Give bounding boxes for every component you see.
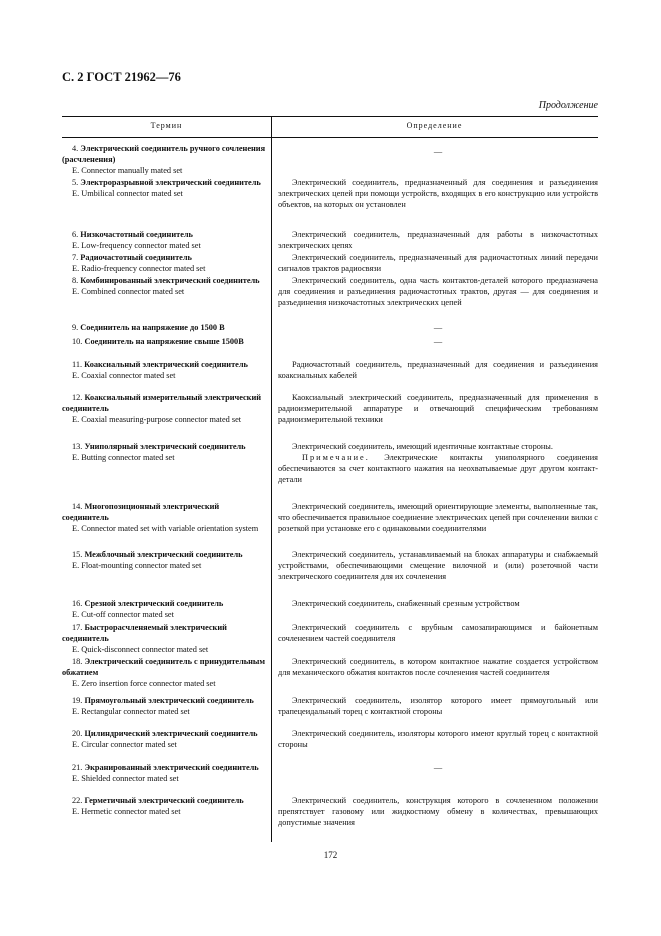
note-label: Примечание. (302, 453, 385, 462)
definition-cell (278, 656, 598, 678)
term-name (62, 598, 267, 609)
term-english: E. Rectangular connector mated set (72, 707, 190, 716)
term-title: Срезной электрический соединитель (84, 599, 224, 608)
term-title: Многопозиционный электрический соединитель (62, 502, 220, 522)
definition-cell (278, 146, 598, 157)
term-number: 19. (72, 696, 85, 705)
term-name (62, 656, 267, 678)
term-name (62, 795, 267, 806)
term-title: Быстрорасчленяемый электрический соединитель (62, 623, 227, 643)
term-title: Прямоугольный электрический соединитель (84, 696, 254, 705)
term-english: E. Low-frequency connector mated set (72, 241, 201, 250)
term-name (62, 728, 267, 739)
term-title: Электрический соединитель ручного сочленения (расчленения) (62, 144, 266, 164)
term-title: Низкочастотный соединитель (80, 230, 193, 239)
term-english: E. Cut-off connector mated set (72, 610, 174, 619)
definition-text: Электрический соединитель, изоляторы которого имеют круглый торец с контактной стороны (278, 729, 598, 749)
term-number: 9. (72, 323, 81, 332)
definition-cell (278, 549, 598, 582)
definition-cell (278, 598, 598, 609)
term-number: 18. (72, 657, 85, 666)
column-divider (271, 116, 272, 842)
term-cell (62, 762, 267, 784)
term-name (62, 392, 267, 414)
term-cell (62, 359, 267, 381)
term-name (62, 143, 267, 165)
term-name (62, 762, 267, 773)
term-number: 11. (72, 360, 85, 369)
term-name (62, 501, 267, 523)
term-cell (62, 598, 267, 620)
definition-text: — (433, 323, 443, 332)
term-english: E. Butting connector mated set (72, 453, 175, 462)
term-name (62, 252, 267, 263)
table-top-rule (62, 116, 598, 117)
definition-text: Электрический соединитель, устанавливаемый на блоках аппаратуры и снабжаемый устройствами, обеспечивающими смещение вилочной и (или) розеточной части электрического соединителя для их сочленения (278, 550, 598, 581)
term-english: E. Zero insertion force connector mated set (72, 679, 216, 688)
definition-text: Электрический соединитель, предназначенный для радиочастотных линий передачи сигналов трактов радиосвязи (278, 253, 598, 273)
continued-label: Продолжение (538, 100, 598, 111)
definition-cell (278, 177, 598, 210)
definition-cell (278, 392, 598, 425)
column-header-term: Термин (150, 121, 183, 130)
column-header-definition: Определение (406, 121, 463, 130)
term-cell (62, 252, 267, 274)
term-english: E. Float-mounting connector mated set (72, 561, 202, 570)
term-name (62, 177, 267, 188)
term-cell (62, 275, 267, 297)
definition-cell (278, 252, 598, 274)
term-number: 21. (72, 763, 85, 772)
term-name (62, 549, 267, 560)
term-title: Униполярный электрический соединитель (84, 442, 246, 451)
definition-note (278, 452, 598, 485)
term-cell (62, 336, 267, 347)
definition-text: Электрический соединитель, снабженный срезным устройством (292, 599, 520, 608)
term-number: 5. (72, 178, 81, 187)
definition-text: Электрический соединитель, предназначенный для работы в низкочастотных электрических цепях (278, 230, 598, 250)
term-english: E. Radio-frequency connector mated set (72, 264, 206, 273)
definition-text: — (433, 763, 443, 772)
definition-text: Электрический соединитель, изолятор которого имеет прямоугольный или трапецеидальный торец с контактной стороны (278, 696, 598, 716)
note-text: Электрические контакты униполярного соединения обеспечиваются за счет контактного нажатия на неохватываемые друг другом контакт-детали (278, 453, 598, 484)
term-number: 7. (72, 253, 81, 262)
definition-text: Электрический соединитель, одна часть контактов-деталей которого предназначена для соединения и разъединения радиочастотных трактов, другая — для соединения и разъединения низкочастотных электрических цепей (278, 276, 598, 307)
term-name (62, 622, 267, 644)
term-number: 13. (72, 442, 85, 451)
definition-cell (278, 441, 598, 485)
term-english: E. Shielded connector mated set (72, 774, 179, 783)
definition-text: Электрический соединитель, имеющий ориентирующие элементы, выполненные так, что обеспечивается правильное соединение электрических цепей при сочленении вилки с розеткой при установке его с одинаковыми соединителями (278, 502, 598, 533)
page-number: 172 (323, 850, 338, 860)
term-english: E. Connector mated set with variable orientation system (72, 524, 259, 533)
term-cell (62, 229, 267, 251)
term-number: 20. (72, 729, 85, 738)
term-cell (62, 441, 267, 463)
term-title: Экранированный электрический соединитель (84, 763, 259, 772)
term-cell (62, 177, 267, 199)
term-english: E. Combined connector mated set (72, 287, 185, 296)
term-title: Герметичный электрический соединитель (84, 796, 244, 805)
term-name (62, 322, 267, 333)
term-number: 8. (72, 276, 81, 285)
definition-cell (278, 359, 598, 381)
term-name (62, 275, 267, 286)
term-cell (62, 143, 267, 176)
definition-cell (278, 622, 598, 644)
table-header-rule (62, 137, 598, 138)
term-title: Межблочный электрический соединитель (84, 550, 243, 559)
definition-cell (278, 336, 598, 347)
term-number: 15. (72, 550, 85, 559)
term-english: E. Hermetic connector mated set (72, 807, 181, 816)
definition-cell (278, 229, 598, 251)
term-number: 16. (72, 599, 85, 608)
definition-text: Электрический соединитель, конструкция которого в сочлененном положении препятствует газовому или жидкостному обмену в количествах, превышающих допустимые значения (278, 796, 598, 827)
definition-cell (278, 795, 598, 828)
term-name (62, 695, 267, 706)
term-title: Комбинированный электрический соединитель (80, 276, 260, 285)
definition-text: Электрический соединитель с врубным самозапирающимся и байонетным сочленением частей соединителя (278, 623, 598, 643)
term-cell (62, 695, 267, 717)
term-title: Цилиндрический электрический соединитель (84, 729, 258, 738)
term-title: Соединитель на напряжение до 1500 В (80, 323, 225, 332)
term-title: Электроразрывной электрический соединитель (80, 178, 261, 187)
term-number: 10. (72, 337, 85, 346)
definition-cell (278, 501, 598, 534)
term-title: Соединитель на напряжение свыше 1500В (84, 337, 244, 346)
term-number: 12. (72, 393, 85, 402)
definition-cell (278, 762, 598, 773)
term-english: E. Umbilical connector mated set (72, 189, 183, 198)
page-header: С. 2 ГОСТ 21962—76 (62, 70, 181, 84)
term-title: Радиочастотный соединитель (80, 253, 192, 262)
definition-cell (278, 275, 598, 308)
definition-text: — (433, 147, 443, 156)
definition-text: Каоксиальный электрический соединитель, предназначенный для применения в радиоизмерительной аппаратуре и отвечающий специфическим требованиям радиоизмерительной техники (278, 393, 598, 424)
term-cell (62, 728, 267, 750)
term-cell (62, 322, 267, 333)
term-english: E. Coaxial measuring-purpose connector mated set (72, 415, 242, 424)
term-cell (62, 795, 267, 817)
term-number: 14. (72, 502, 85, 511)
term-number: 17. (72, 623, 85, 632)
term-title: Коаксиальный измерительный электрический соединитель (62, 393, 262, 413)
term-name (62, 441, 267, 452)
term-name (62, 229, 267, 240)
term-name (62, 336, 267, 347)
definition-text: Электрический соединитель, в котором контактное нажатие создается устройством для механического обжатия контактов после сочленения частей соединителя (278, 657, 598, 677)
definition-cell (278, 728, 598, 750)
term-cell (62, 622, 267, 655)
term-number: 6. (72, 230, 81, 239)
term-name (62, 359, 267, 370)
term-english: E. Coaxial connector mated set (72, 371, 176, 380)
term-english: E. Circular connector mated set (72, 740, 177, 749)
term-cell (62, 501, 267, 534)
term-title: Электрический соединитель с принудительным обжатием (62, 657, 266, 677)
term-number: 4. (72, 144, 81, 153)
term-number: 22. (72, 796, 85, 805)
term-english: E. Connector manually mated set (72, 166, 183, 175)
term-cell (62, 392, 267, 425)
term-cell (62, 549, 267, 571)
term-english: E. Quick-disconnect connector mated set (72, 645, 209, 654)
definition-cell (278, 695, 598, 717)
definition-text: Радиочастотный соединитель, предназначенный для соединения и разъединения коаксиальных кабелей (278, 360, 598, 380)
definition-text: — (433, 337, 443, 346)
definition-text: Электрический соединитель, предназначенный для соединения и разъединения электрических цепей при помощи устройств, входящих в его конструкцию или устройств объектов, на которых он установлен (278, 178, 598, 209)
definition-cell (278, 322, 598, 333)
term-cell (62, 656, 267, 689)
definition-text: Электрический соединитель, имеющий идентичные контактные стороны. (292, 442, 553, 451)
term-title: Коаксиальный электрический соединитель (84, 360, 248, 369)
